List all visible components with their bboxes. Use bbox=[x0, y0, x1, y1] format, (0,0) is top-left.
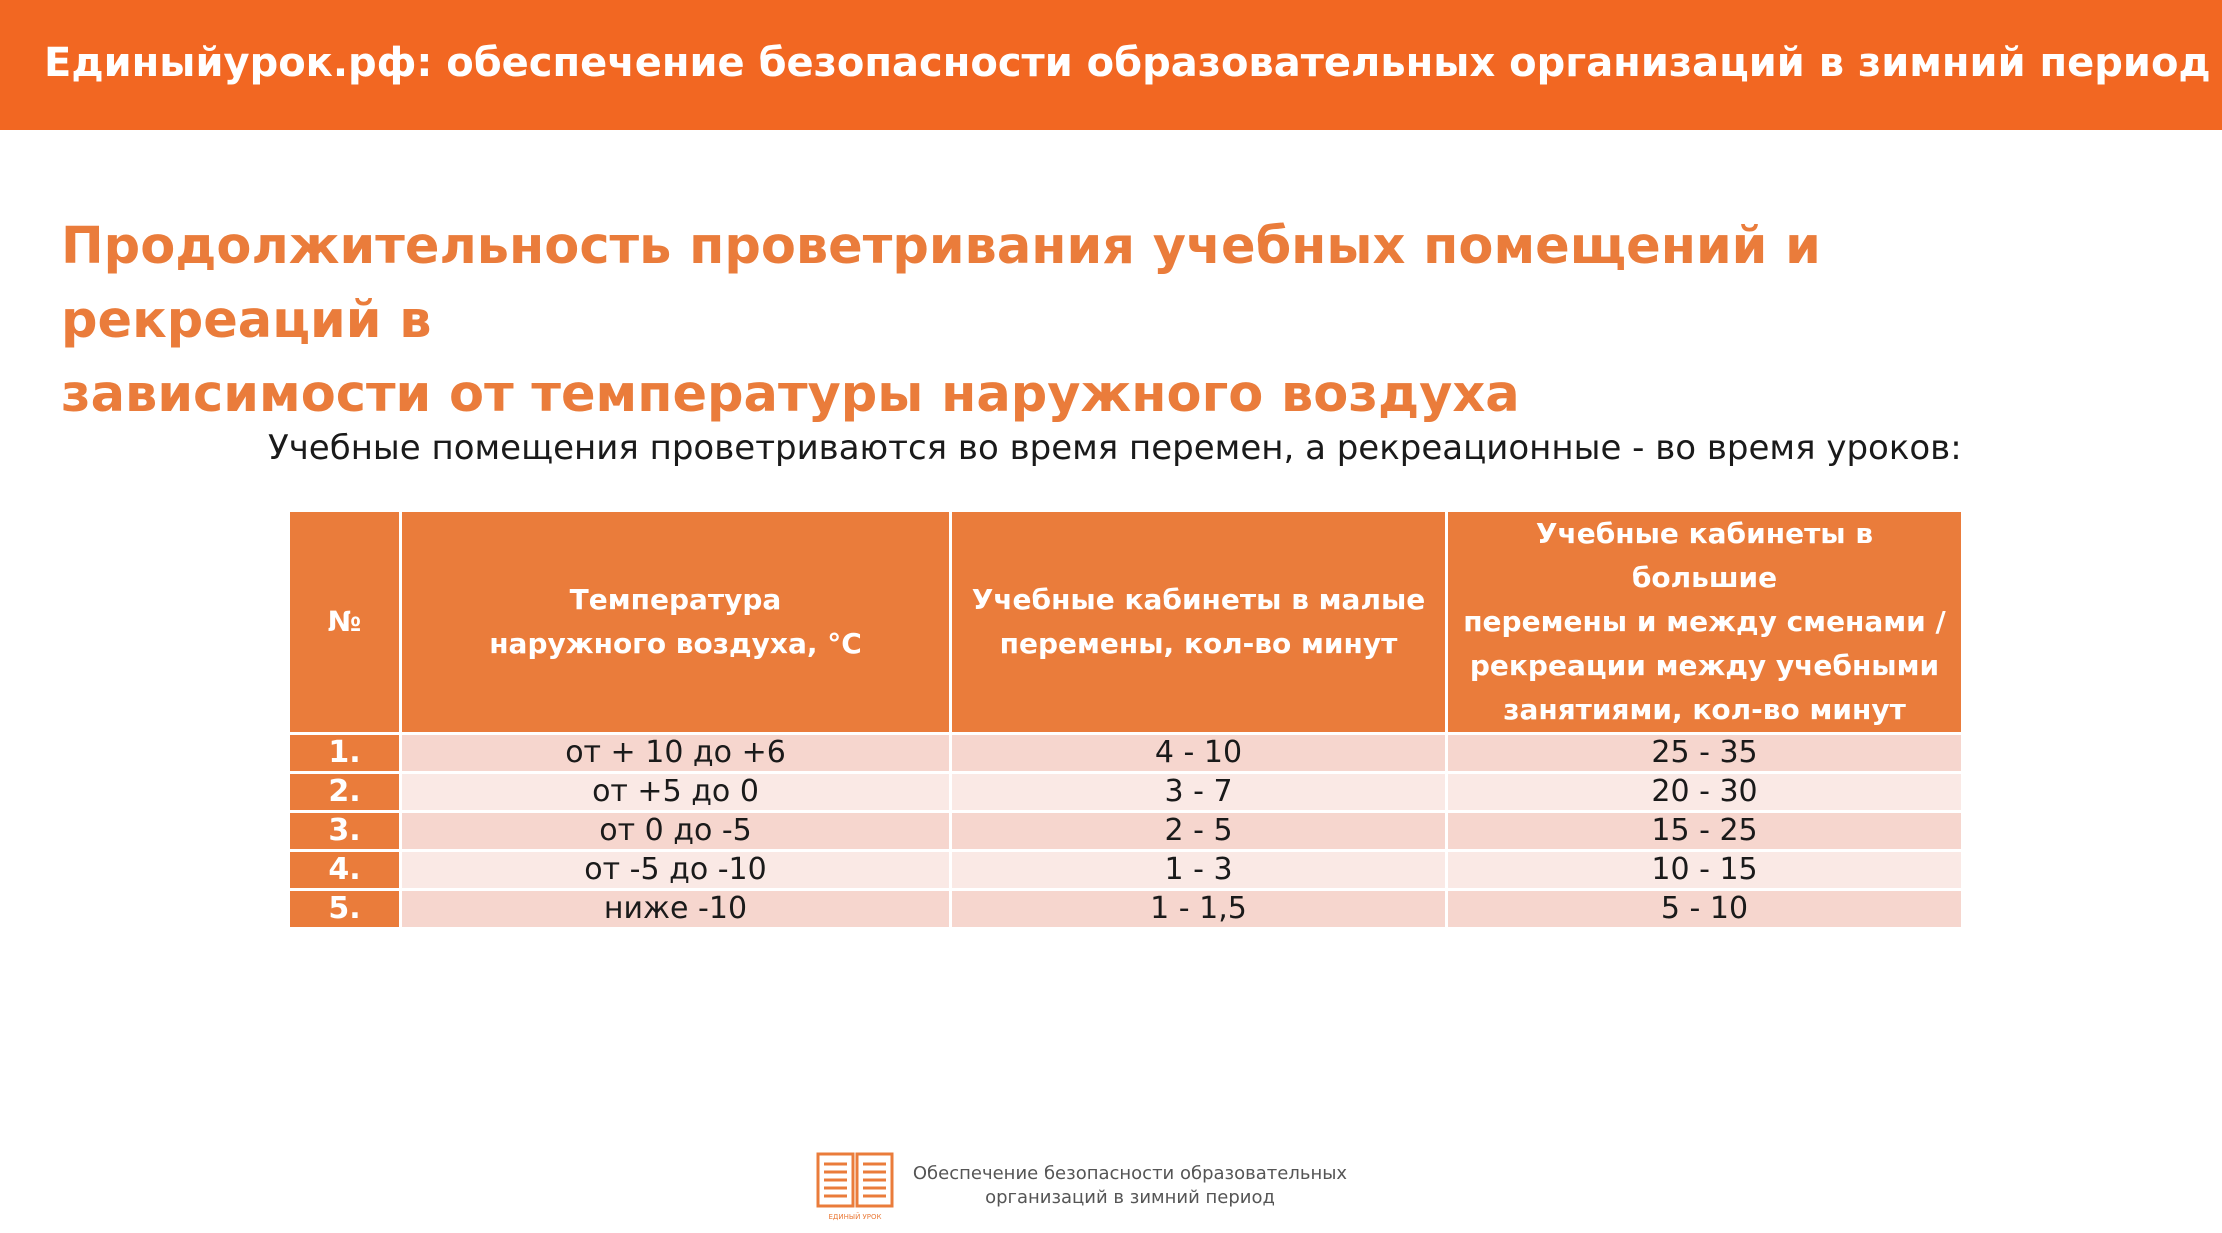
header-temperature bbox=[401, 511, 951, 734]
header-big-breaks-line-1: Учебные кабинеты в большие bbox=[1535, 517, 1874, 594]
row-num: 1. bbox=[289, 734, 401, 773]
header-temperature-line-1: Температура bbox=[569, 583, 782, 616]
header-num: № bbox=[289, 511, 401, 734]
table-row bbox=[289, 890, 1963, 929]
row-num: 2. bbox=[289, 773, 401, 812]
header-big-breaks-line-4: занятиями, кол-во минут bbox=[1503, 693, 1906, 726]
row-num: 3. bbox=[289, 812, 401, 851]
row-temperature: от +5 до 0 bbox=[401, 773, 951, 812]
row-num: 5. bbox=[289, 890, 401, 929]
footer-text-line-2: организаций в зимний период bbox=[985, 1187, 1275, 1208]
row-big-breaks: 25 - 35 bbox=[1447, 734, 1963, 773]
header-big-breaks-line-3: рекреации между учебными bbox=[1469, 649, 1940, 682]
ventilation-table bbox=[287, 509, 1964, 930]
table-row bbox=[289, 773, 1963, 812]
row-temperature: от -5 до -10 bbox=[401, 851, 951, 890]
header-bar bbox=[0, 0, 2222, 130]
header-big-breaks-line-2: перемены и между сменами / bbox=[1463, 605, 1946, 638]
row-big-breaks: 20 - 30 bbox=[1447, 773, 1963, 812]
slide-title-line-1: Продолжительность проветривания учебных помещений и рекреаций в bbox=[61, 217, 1821, 350]
row-temperature: от 0 до -5 bbox=[401, 812, 951, 851]
row-temperature: от + 10 до +6 bbox=[401, 734, 951, 773]
header-temperature-line-2: наружного воздуха, °С bbox=[489, 627, 862, 660]
header-small-breaks-line-2: перемены, кол-во минут bbox=[999, 627, 1398, 660]
table-header-row bbox=[289, 511, 1963, 734]
row-big-breaks: 5 - 10 bbox=[1447, 890, 1963, 929]
row-small-breaks: 2 - 5 bbox=[951, 812, 1447, 851]
row-small-breaks: 1 - 3 bbox=[951, 851, 1447, 890]
footer-text-line-1: Обеспечение безопасности образовательных bbox=[912, 1163, 1348, 1184]
footer-text bbox=[905, 1162, 1355, 1210]
slide-title-line-2: зависимости от температуры наружного воздуха bbox=[61, 365, 1520, 424]
row-temperature: ниже -10 bbox=[401, 890, 951, 929]
table-row bbox=[289, 734, 1963, 773]
header-small-breaks-line-1: Учебные кабинеты в малые bbox=[971, 583, 1426, 616]
table-row bbox=[289, 851, 1963, 890]
row-small-breaks: 3 - 7 bbox=[951, 773, 1447, 812]
slide-title bbox=[61, 210, 2061, 432]
row-big-breaks: 15 - 25 bbox=[1447, 812, 1963, 851]
header-small-breaks bbox=[951, 511, 1447, 734]
logo-caption: ЕДИНЫЙ УРОК bbox=[828, 1213, 882, 1221]
header-big-breaks bbox=[1447, 511, 1963, 734]
row-small-breaks: 4 - 10 bbox=[951, 734, 1447, 773]
intro-text: Учебные помещения проветриваются во время перемен, а рекреационные - во время уроков: bbox=[268, 428, 1962, 468]
row-num: 4. bbox=[289, 851, 401, 890]
row-big-breaks: 10 - 15 bbox=[1447, 851, 1963, 890]
table-row bbox=[289, 812, 1963, 851]
book-logo-icon bbox=[815, 1150, 895, 1222]
header-title: Единыйурок.рф: обеспечение безопасности образовательных организаций в зимний период bbox=[44, 40, 2211, 86]
row-small-breaks: 1 - 1,5 bbox=[951, 890, 1447, 929]
